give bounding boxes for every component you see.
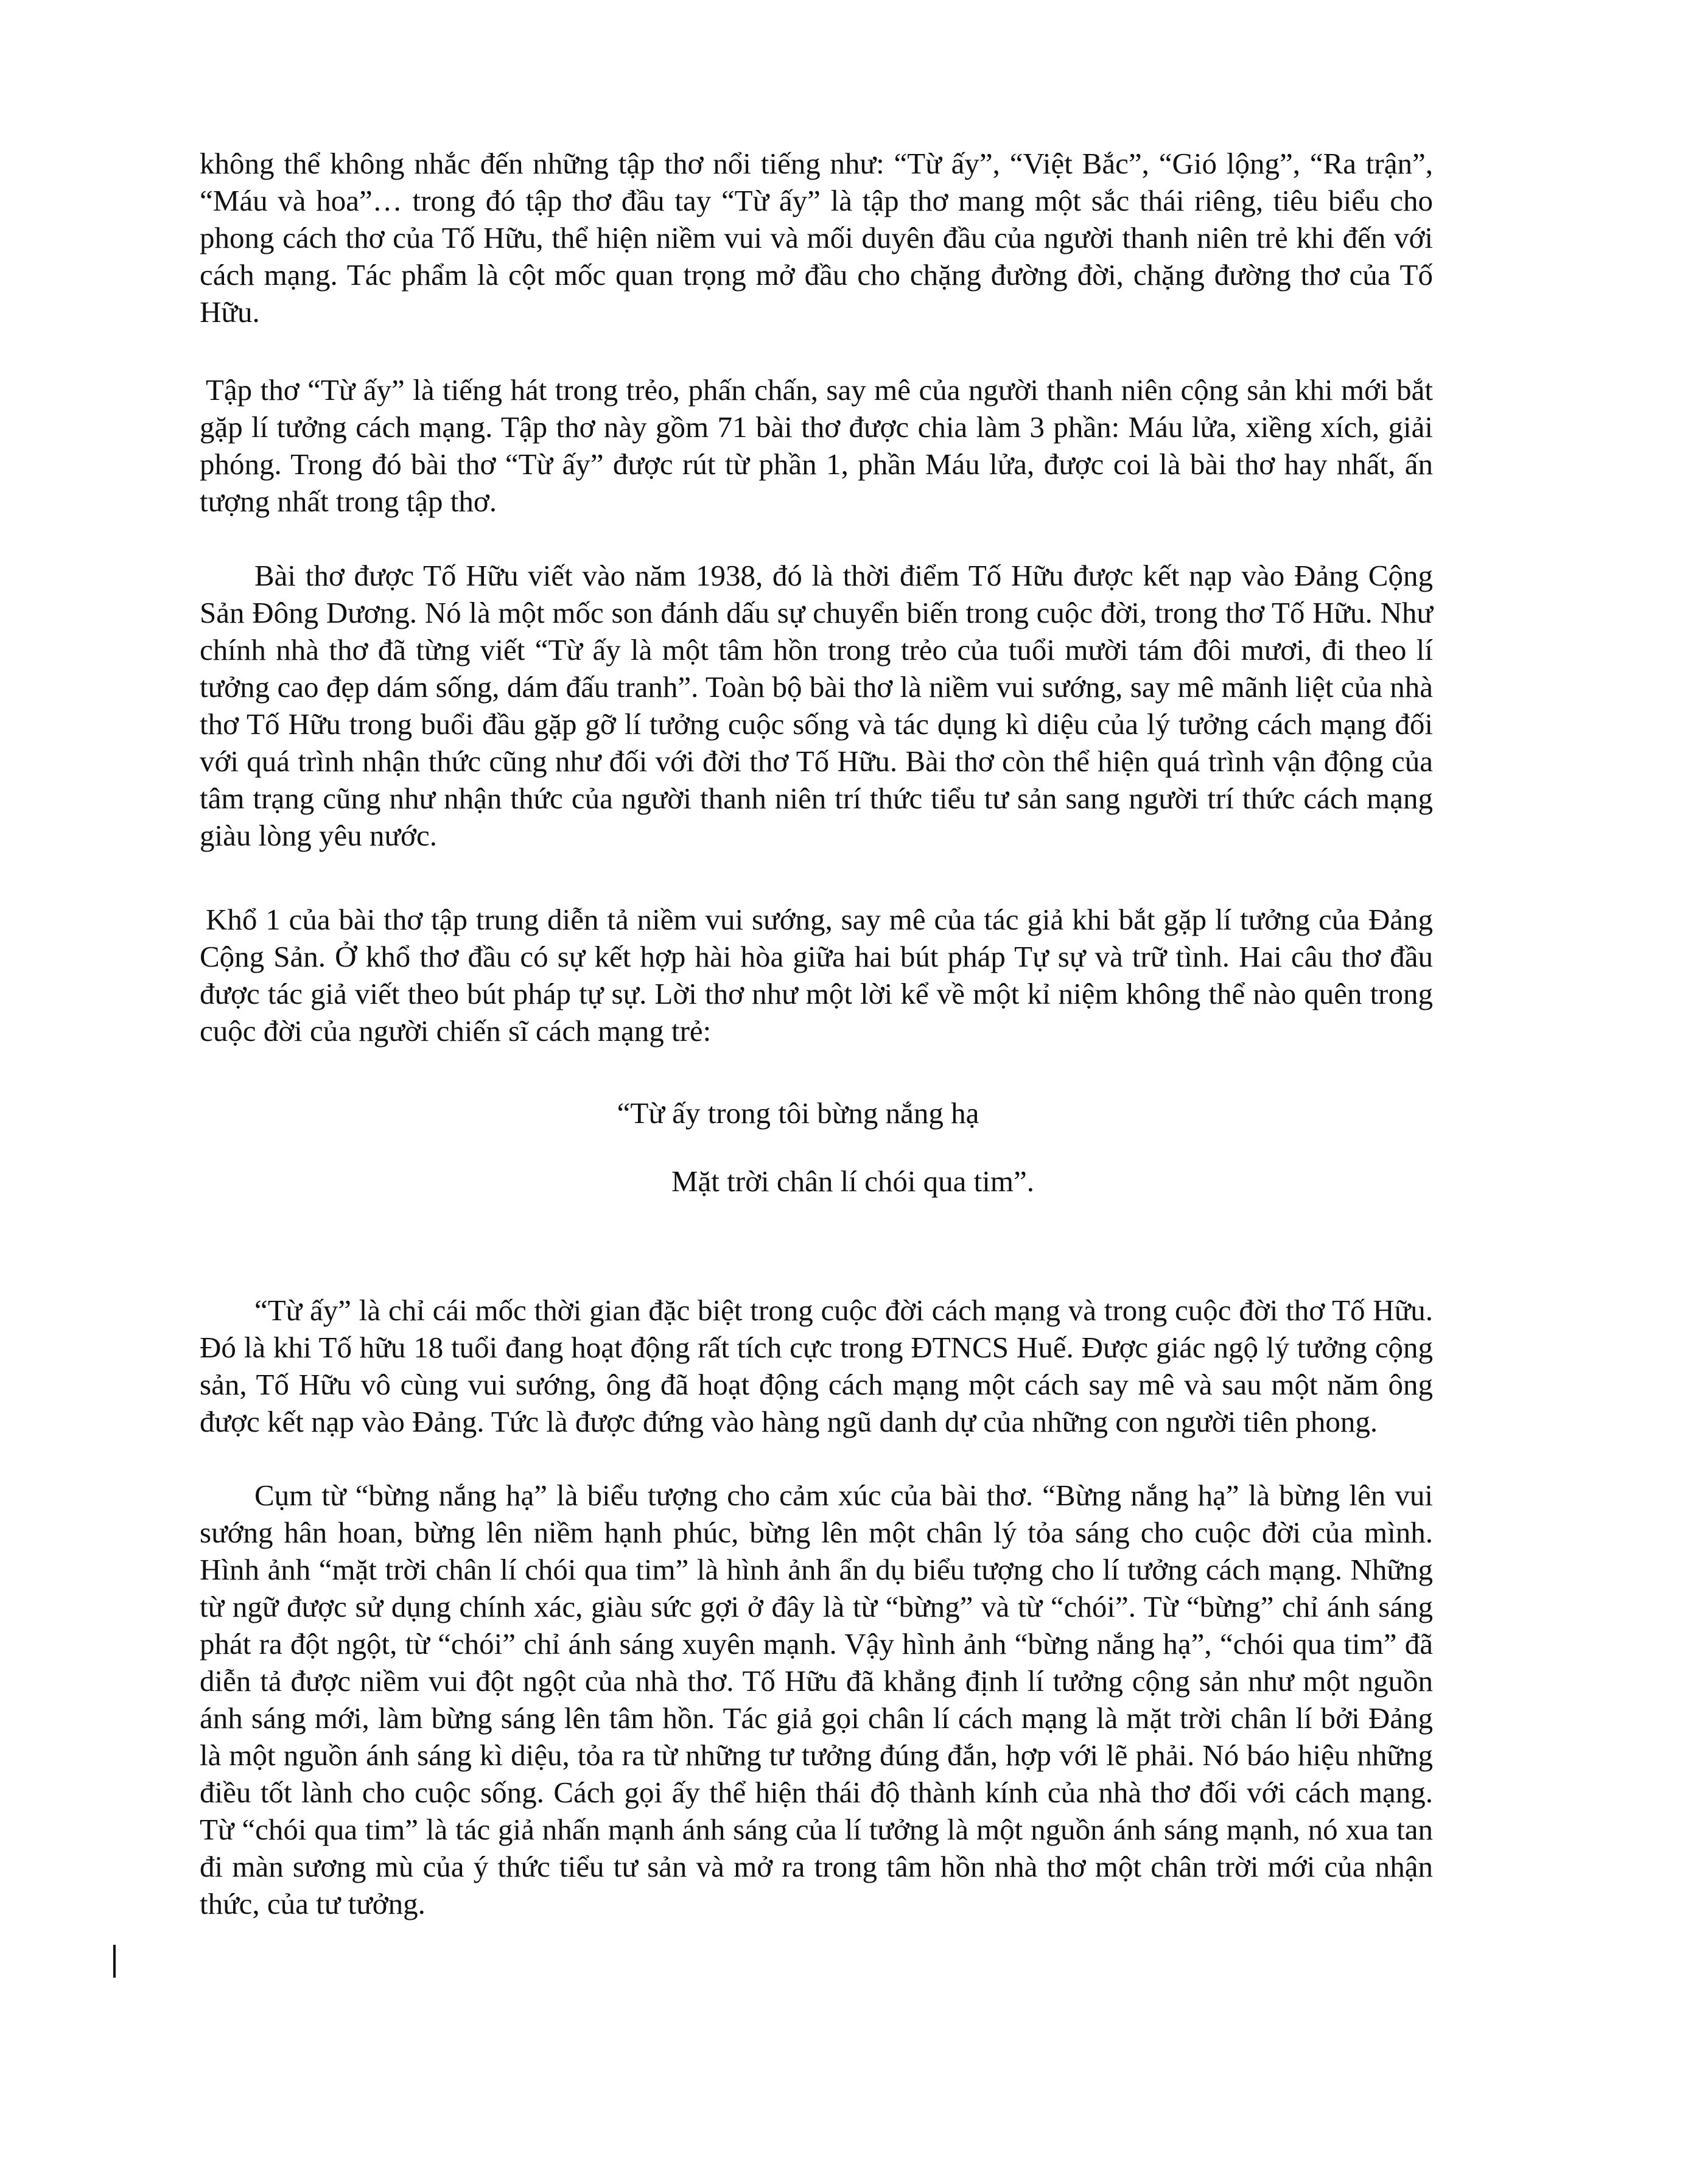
- text-cursor: [113, 1945, 116, 1978]
- paragraph-stanza-one: Khổ 1 của bài thơ tập trung diễn tả niềm vui sướng, say mê của tác giả khi bắt gặp lí tưởng của Đảng Cộng Sản. Ở khổ thơ đầu có sự kết hợp hài hòa giữa hai bút pháp Tự sự và trữ tình. Hai câu thơ đầu được tác giả viết theo bút pháp tự sự. Lời thơ như một lời kể về một kỉ niệm không thể nào quên trong cuộc đời của người chiến sĩ cách mạng trẻ:: [200, 903, 1433, 1048]
- paragraph-collection: Tập thơ “Từ ấy” là tiếng hát trong trẻo, phấn chấn, say mê của người thanh niên cộng sản khi mới bắt gặp lí tưởng cách mạng. Tập thơ này gồm 71 bài thơ được chia làm 3 phần: Máu lửa, xiềng xích, giải phóng. Trong đó bài thơ “Từ ấy” được rút từ phần 1, phần Máu lửa, được coi là bài thơ hay nhất, ấn tượng nhất trong tập thơ.: [200, 373, 1433, 518]
- paragraph-background: Bài thơ được Tố Hữu viết vào năm 1938, đó là thời điểm Tố Hữu được kết nạp vào Đảng Cộng Sản Đông Dương. Nó là một mốc son đánh dấu sự chuyển biến trong cuộc đời, trong thơ Tố Hữu. Như chính nhà thơ đã từng viết “Từ ấy là một tâm hồn trong trẻo của tuổi mười tám đôi mươi, đi theo lí tưởng cao đẹp dám sống, dám đấu tranh”. Toàn bộ bài thơ là niềm vui sướng, say mê mãnh liệt của nhà thơ Tố Hữu trong buổi đầu gặp gỡ lí tưởng cuộc sống và tác dụng kì diệu của lý tưởng cách mạng đối với quá trình nhận thức cũng như đối với đời thơ Tố Hữu. Bài thơ còn thể hiện quá trình vận động của tâm trạng cũng như nhận thức của người thanh niên trí thức tiểu tư sản sang người trí thức cách mạng giàu lòng yêu nước.: [200, 559, 1433, 852]
- paragraph-intro: không thể không nhắc đến những tập thơ nổi tiếng như: “Từ ấy”, “Việt Bắc”, “Gió lộng”, “Ra trận”, “Máu và hoa”… trong đó tập thơ đầu tay “Từ ấy” là tập thơ mang một sắc thái riêng, tiêu biểu cho phong cách thơ của Tố Hữu, thể hiện niềm vui và mối duyên đầu của người thanh niên trẻ khi đến với cách mạng. Tác phẩm là cột mốc quan trọng mở đầu cho chặng đường đời, chặng đường thơ của Tố Hữu.: [200, 147, 1433, 329]
- paragraph-tu-ay: “Từ ấy” là chỉ cái mốc thời gian đặc biệt trong cuộc đời cách mạng và trong cuộc đời thơ Tố Hữu. Đó là khi Tố hữu 18 tuổi đang hoạt động rất tích cực trong ĐTNCS Huế. Được giác ngộ lý tưởng cộng sản, Tố Hữu vô cùng vui sướng, ông đã hoạt động cách mạng một cách say mê và sau một năm ông được kết nạp vào Đảng. Tức là được đứng vào hàng ngũ danh dự của những con người tiên phong.: [200, 1293, 1433, 1438]
- verse-line-1: “Từ ấy trong tôi bừng nắng hạ: [617, 1096, 979, 1130]
- verse-line-2: Mặt trời chân lí chói qua tim”.: [671, 1164, 1035, 1198]
- paragraph-bung-nang-ha: Cụm từ “bừng nắng hạ” là biểu tượng cho cảm xúc của bài thơ. “Bừng nắng hạ” là bừng lên vui sướng hân hoan, bừng lên niềm hạnh phúc, bừng lên một chân lý tỏa sáng cho cuộc đời của mình. Hình ảnh “mặt trời chân lí chói qua tim” là hình ảnh ẩn dụ biểu tượng cho lí tưởng cách mạng. Những từ ngữ được sử dụng chính xác, giàu sức gợi ở đây là từ “bừng” và từ “chói”. Từ “bừng” chỉ ánh sáng phát ra đột ngột, từ “chói” chỉ ánh sáng xuyên mạnh. Vậy hình ảnh “bừng nắng hạ”, “chói qua tim” đã diễn tả được niềm vui đột ngột của nhà thơ. Tố Hữu đã khẳng định lí tưởng cộng sản như một nguồn ánh sáng mới, làm bừng sáng lên tâm hồn. Tác giả gọi chân lí cách mạng là mặt trời chân lí bởi Đảng là một nguồn ánh sáng kì diệu, tỏa ra từ những tư tưởng đúng đắn, hợp với lẽ phải. Nó báo hiệu những điều tốt lành cho cuộc sống. Cách gọi ấy thể hiện thái độ thành kính của nhà thơ đối với cách mạng. Từ “chói qua tim” là tác giả nhấn mạnh ánh sáng của lí tưởng là một nguồn ánh sáng mạnh, nó xua tan đi màn sương mù của ý thức tiểu tư sản và mở ra trong tâm hồn nhà thơ một chân trời mới của nhận thức, của tư tưởng.: [200, 1479, 1433, 1920]
